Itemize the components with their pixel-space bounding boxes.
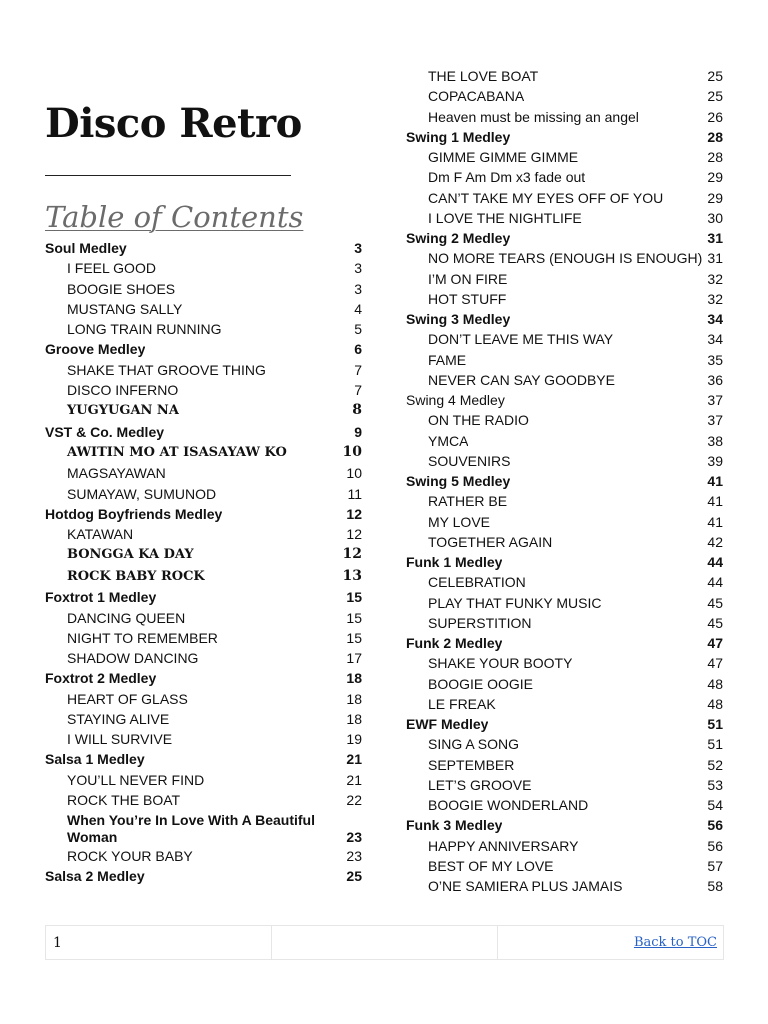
toc-song-entry[interactable] [45,319,362,339]
toc-song-entry[interactable] [406,289,723,309]
toc-entry-title: Salsa 1 Medley [45,751,145,768]
toc-entry-title: O’NE SAMIERA PLUS JAMAIS [428,878,623,894]
toc-entry-title: Heaven must be missing an angel [428,108,639,125]
toc-song-entry[interactable] [45,442,362,464]
toc-entry-page: 54 [707,797,723,813]
toc-song-entry[interactable] [406,248,723,268]
toc-entry-page: 8 [352,402,362,418]
toc-medley-entry[interactable] [45,587,362,607]
toc-entry-title: NO MORE TEARS (ENOUGH IS ENOUGH) [428,250,703,267]
toc-entry-title: Dm F Am Dm x3 fade out [428,169,586,186]
toc-medley-entry[interactable] [406,127,723,147]
toc-song-entry[interactable] [406,734,723,754]
toc-entry-page: 32 [707,290,723,307]
toc-song-entry[interactable] [406,410,723,430]
toc-medley-entry[interactable] [406,390,723,410]
toc-entry-title: BOOGIE OOGIE [428,675,534,692]
toc-entry-page: 26 [707,108,723,125]
toc-song-entry[interactable] [406,86,723,106]
toc-entry-title: SHAKE YOUR BOOTY [428,655,573,672]
toc-song-entry[interactable] [45,400,362,422]
toc-entry-page: 45 [707,594,723,611]
toc-column-right [406,66,723,896]
toc-entry-title: EWF Medley [406,716,489,732]
toc-entry-page: 41 [707,513,723,530]
toc-entry-title: STAYING ALIVE [67,710,170,727]
toc-medley-entry[interactable] [406,552,723,572]
toc-song-entry[interactable] [406,795,723,815]
toc-entry-title: LONG TRAIN RUNNING [67,321,222,337]
toc-song-entry[interactable] [406,532,723,552]
toc-entry-page: 25 [707,88,723,105]
toc-entry-page: 12 [346,505,362,522]
toc-entry-page: 9 [354,423,362,440]
toc-song-entry[interactable] [406,208,723,228]
toc-entry-page: 39 [707,452,723,469]
toc-song-entry[interactable] [45,380,362,400]
toc-medley-entry[interactable] [406,309,723,329]
toc-entry-title: YMCA [428,432,469,449]
toc-entry-page: 3 [354,280,362,297]
toc-entry-page: 10 [346,465,362,482]
toc-medley-entry[interactable] [45,749,362,769]
toc-entry-title: DON’T LEAVE ME THIS WAY [428,331,614,348]
toc-song-entry[interactable] [45,790,362,810]
toc-medley-entry[interactable] [45,238,362,258]
toc-entry-page: 6 [354,341,362,358]
title-rule [45,175,291,176]
toc-entry-title: VST & Co. Medley [45,423,165,440]
toc-entry-title: Foxtrot 2 Medley [45,670,157,687]
toc-entry-title: Funk 1 Medley [406,554,503,570]
toc-song-entry[interactable] [45,258,362,278]
toc-entry-page: 19 [346,731,362,747]
toc-medley-entry[interactable] [406,714,723,734]
toc-entry-page: 15 [346,609,362,626]
toc-column-left [45,238,362,887]
toc-entry-title: TOGETHER AGAIN [428,533,553,550]
toc-entry-page: 38 [707,432,723,449]
toc-entry-page: 51 [707,736,723,753]
toc-entry-page: 18 [346,690,362,707]
toc-song-entry[interactable] [45,524,362,544]
toc-entry-page: 21 [346,771,362,788]
back-to-toc-link[interactable]: Back to TOC [633,935,717,950]
toc-entry-title: BONGGA KA DAY [67,547,194,563]
toc-entry-title: Soul Medley [45,240,127,256]
toc-entry-title: When You’re In Love With A Beautiful Woman [67,812,315,845]
toc-song-entry[interactable] [406,370,723,390]
toc-entry-page: 29 [707,169,723,186]
toc-entry-title: HAPPY ANNIVERSARY [428,837,579,854]
toc-entry-title: HOT STUFF [428,290,507,307]
toc-entry-title: HEART OF GLASS [67,690,188,707]
toc-entry-title: I WILL SURVIVE [67,731,173,747]
toc-entry-title: ROCK THE BOAT [67,791,181,808]
toc-song-entry[interactable] [406,755,723,775]
toc-entry-page: 4 [354,300,362,317]
toc-entry-page: 15 [346,629,362,646]
toc-entry-title: ON THE RADIO [428,412,529,429]
page-footer [45,925,724,960]
toc-entry-page: 25 [707,68,723,84]
toc-song-entry[interactable] [45,846,362,866]
toc-entry-title: Foxtrot 1 Medley [45,589,157,606]
toc-entry-title: SUMAYAW, SUMUNOD [67,485,217,502]
toc-medley-entry[interactable] [45,422,362,442]
toc-entry-page: 7 [354,361,362,378]
toc-entry-page: 11 [347,485,362,502]
toc-entry-title: MAGSAYAWAN [67,465,166,482]
toc-entry-title: YOU’LL NEVER FIND [67,771,205,788]
toc-entry-page: 28 [707,128,723,145]
toc-entry-page: 17 [346,650,362,666]
toc-entry-page: 34 [707,331,723,348]
toc-entry-title: Swing 5 Medley [406,473,511,489]
toc-entry-page: 37 [707,392,723,408]
toc-song-entry[interactable] [45,628,362,648]
toc-medley-entry[interactable] [45,339,362,359]
toc-song-entry[interactable] [45,648,362,668]
toc-entry-title: KATAWAN [67,526,134,542]
toc-entry-page: 21 [346,751,362,768]
toc-entry-title: BOOGIE SHOES [67,280,176,297]
toc-entry-page: 35 [707,351,723,368]
toc-entry-page: 36 [707,371,723,388]
toc-entry-page: 31 [707,230,723,246]
toc-entry-page: 56 [707,817,723,834]
toc-entry-title: SOUVENIRS [428,452,511,469]
toc-entry-title: Swing 3 Medley [406,311,511,327]
toc-entry-page: 12 [346,526,362,542]
toc-entry-page: 47 [707,635,723,651]
toc-entry-title: CELEBRATION [428,574,526,591]
toc-song-entry[interactable] [406,775,723,795]
toc-song-entry[interactable] [45,689,362,709]
footer-cell-left [46,926,272,959]
toc-song-entry[interactable] [45,729,362,749]
toc-song-entry[interactable] [406,512,723,532]
document-title: Disco Retro [45,100,302,147]
toc-entry-title: Hotdog Boyfriends Medley [45,505,223,522]
toc-entry-page: 3 [354,260,362,277]
toc-entry-page: 10 [342,443,362,460]
toc-song-entry[interactable] [45,463,362,483]
toc-entry-title: NEVER CAN SAY GOODBYE [428,371,615,388]
toc-entry-title: Swing 4 Medley [406,392,505,408]
toc-entry-page: 52 [707,756,723,773]
toc-entry-page: 44 [707,574,723,591]
toc-song-entry[interactable] [406,350,723,370]
toc-medley-entry[interactable] [406,471,723,491]
toc-entry-title: BOOGIE WONDERLAND [428,797,589,813]
toc-song-entry[interactable] [406,431,723,451]
toc-entry-page: 48 [707,695,723,712]
toc-entry-title: AWITIN MO AT ISASAYAW KO [67,444,287,460]
toc-entry-title: ROCK YOUR BABY [67,848,193,864]
toc-entry-title: SHADOW DANCING [67,650,199,666]
toc-entry-title: I LOVE THE NIGHTLIFE [428,209,582,226]
toc-song-entry[interactable] [45,360,362,380]
toc-song-entry[interactable] [45,299,362,319]
toc-song-entry[interactable] [406,613,723,633]
toc-song-entry[interactable] [406,66,723,86]
toc-entry-title: SHAKE THAT GROOVE THING [67,361,266,378]
toc-entry-page: 45 [707,614,723,631]
toc-entry-title: CAN’T TAKE MY EYES OFF OF YOU [428,189,664,206]
toc-song-entry[interactable] [406,876,723,896]
toc-song-entry[interactable] [406,856,723,876]
toc-entry-page: 47 [707,655,723,672]
toc-song-entry[interactable] [45,544,362,566]
toc-entry-page: 48 [707,675,723,692]
toc-song-entry[interactable] [45,566,362,588]
toc-song-entry[interactable] [45,709,362,729]
toc-entry-page: 53 [707,776,723,793]
toc-song-entry[interactable] [406,188,723,208]
toc-entry-page: 29 [707,189,723,206]
toc-song-entry[interactable] [406,694,723,714]
toc-entry-title: PLAY THAT FUNKY MUSIC [428,594,602,611]
toc-entry-page: 56 [707,837,723,854]
toc-song-entry[interactable] [45,770,362,790]
toc-song-entry[interactable] [406,836,723,856]
toc-song-entry[interactable] [406,167,723,187]
page-number: 1 [53,934,62,951]
toc-entry-title: I’M ON FIRE [428,270,508,287]
toc-entry-page: 18 [346,710,362,727]
toc-entry-page: 23 [346,848,362,864]
toc-entry-page: 13 [342,567,362,584]
toc-entry-page: 41 [707,473,723,489]
toc-entry-page: 7 [354,381,362,398]
toc-song-entry[interactable] [406,329,723,349]
toc-song-entry[interactable] [45,608,362,628]
toc-song-entry[interactable] [45,810,362,846]
toc-entry-title: COPACABANA [428,88,525,105]
toc-entry-page: 31 [707,250,723,267]
toc-medley-entry[interactable] [406,815,723,835]
toc-entry-title: Groove Medley [45,341,146,358]
toc-entry-page: 57 [707,857,723,874]
toc-entry-page: 23 [346,829,362,845]
toc-medley-entry[interactable] [406,633,723,653]
toc-song-entry[interactable] [406,451,723,471]
toc-heading: Table of Contents [45,200,304,234]
toc-entry-page: 51 [707,716,723,732]
toc-entry-page: 15 [346,589,362,606]
toc-entry-title: I FEEL GOOD [67,260,156,277]
toc-song-entry[interactable] [406,491,723,511]
toc-entry-title: MY LOVE [428,513,490,530]
toc-entry-title: Salsa 2 Medley [45,868,145,885]
toc-entry-title: DISCO INFERNO [67,381,179,398]
toc-entry-page: 44 [707,554,723,570]
footer-cell-right [498,926,723,959]
toc-entry-page: 41 [707,493,723,510]
toc-entry-title: RATHER BE [428,493,508,510]
toc-song-entry[interactable] [406,269,723,289]
toc-entry-title: YUGYUGAN NA [67,403,179,418]
footer-cell-middle [272,926,498,959]
toc-entry-page: 22 [346,791,362,808]
toc-entry-page: 5 [354,321,362,337]
toc-entry-title: Swing 2 Medley [406,230,511,246]
toc-entry-title: SEPTEMBER [428,756,515,773]
toc-entry-title: Swing 1 Medley [406,128,511,145]
toc-medley-entry[interactable] [45,668,362,688]
toc-entry-title: Funk 3 Medley [406,817,503,834]
toc-medley-entry[interactable] [45,504,362,524]
toc-entry-title: LET’S GROOVE [428,776,532,793]
toc-entry-page: 34 [707,311,723,327]
toc-entry-page: 18 [346,670,362,687]
toc-entry-title: GIMME GIMME GIMME [428,149,579,165]
toc-entry-page: 58 [707,878,723,894]
toc-entry-page: 3 [354,240,362,256]
toc-song-entry[interactable] [406,572,723,592]
toc-entry-page: 32 [707,270,723,287]
toc-entry-title: SUPERSTITION [428,614,532,631]
toc-entry-title: MUSTANG SALLY [67,300,183,317]
toc-entry-title: ROCK BABY ROCK [67,568,205,584]
toc-entry-page: 42 [707,533,723,550]
toc-entry-page: 37 [707,412,723,429]
toc-entry-title: NIGHT TO REMEMBER [67,629,218,646]
toc-entry-title: BEST OF MY LOVE [428,857,554,874]
toc-medley-entry[interactable] [406,228,723,248]
toc-song-entry[interactable] [406,107,723,127]
toc-entry-page: 28 [707,149,723,165]
toc-song-entry[interactable] [406,593,723,613]
toc-entry-title: FAME [428,351,467,368]
toc-song-entry[interactable] [45,484,362,504]
toc-entry-page: 30 [707,209,723,226]
toc-entry-page: 25 [346,868,362,885]
toc-song-entry[interactable] [45,279,362,299]
toc-entry-title: LE FREAK [428,695,496,712]
toc-song-entry[interactable] [406,674,723,694]
toc-entry-title: DANCING QUEEN [67,609,186,626]
toc-entry-title: Funk 2 Medley [406,635,503,651]
toc-medley-entry[interactable] [45,866,362,886]
toc-song-entry[interactable] [406,653,723,673]
toc-entry-title: THE LOVE BOAT [428,68,539,84]
toc-entry-page: 12 [342,546,362,563]
toc-song-entry[interactable] [406,147,723,167]
toc-entry-title: SING A SONG [428,736,520,753]
